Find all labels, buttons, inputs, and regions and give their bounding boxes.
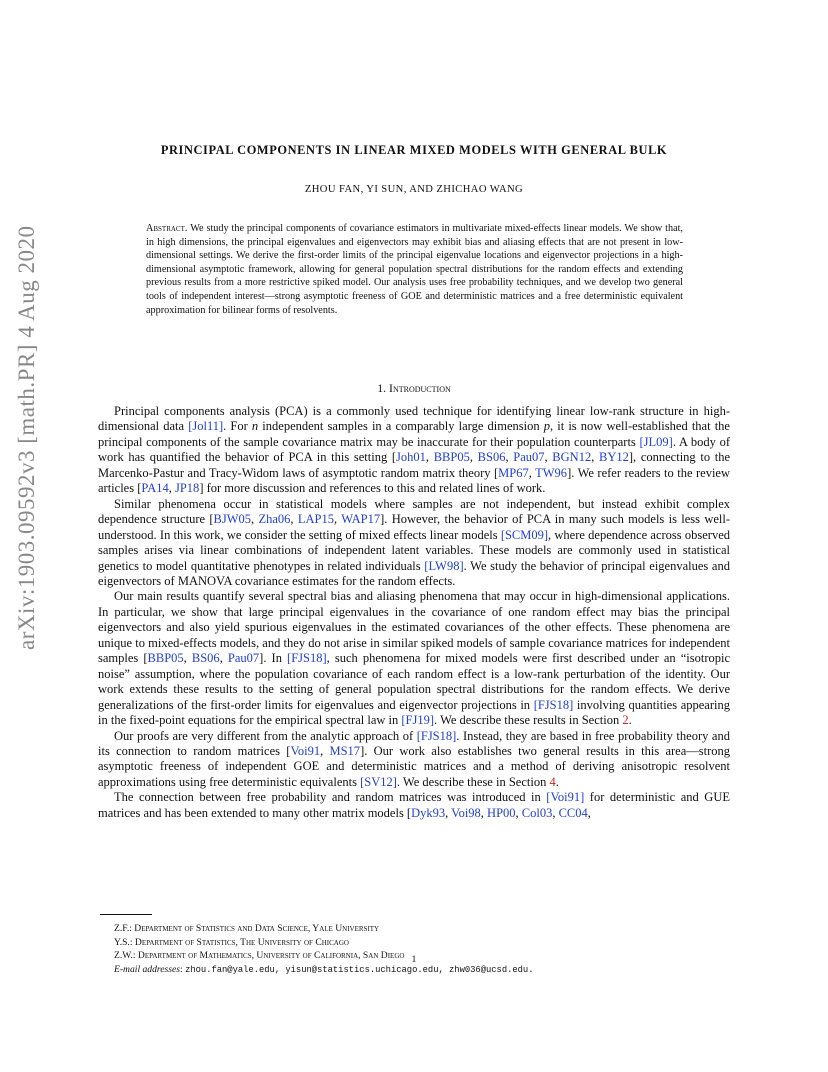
text-run: , where dependence across observed samples arises via linear combinations of independent latent variables. These models are commonly used in statistical genetics to model quantitative phenotypes in related individuals bbox=[98, 527, 730, 573]
footnote-affiliation-ys: Y.S.: Department of Statistics, The University of Chicago bbox=[114, 936, 349, 948]
text-run: ], connecting to the Marcenko-Pastur and Tracy-Widom laws of asymptotic random matrix theory [ bbox=[98, 450, 731, 480]
text-run: , bbox=[505, 450, 514, 465]
paragraph bbox=[98, 497, 730, 590]
introduction-body bbox=[98, 404, 730, 821]
citation-link[interactable]: [FJS18] bbox=[287, 651, 327, 666]
arxiv-identifier-stamp: arXiv:1903.09592v3 [math.PR] 4 Aug 2020 bbox=[14, 225, 39, 650]
citation-link[interactable]: [FJS18] bbox=[533, 697, 574, 712]
footnote-emails: E-mail addresses: zhou.fan@yale.edu, yisun@statistics.uchicago.edu, zhw036@ucsd.edu. bbox=[114, 963, 534, 975]
text-run: , bbox=[425, 450, 434, 465]
text-run: , bbox=[183, 651, 192, 666]
text-run: , bbox=[552, 805, 559, 820]
text-run: , it is now well-established that the principal components of the sample covariance matrix may be inaccurate for their population counterparts bbox=[98, 419, 730, 449]
text-run: , bbox=[445, 805, 452, 820]
section-reference-link[interactable]: 4 bbox=[549, 774, 556, 789]
text-run: . A body of work has quantified the behavior of PCA in this setting [ bbox=[98, 434, 731, 465]
citation-link[interactable]: Pau07 bbox=[513, 450, 545, 465]
text-run: , bbox=[544, 450, 553, 465]
text-run: ]. Our work also establishes two general results in this area—strong asymptotic freeness of independent GOE and deterministic matrices and a method of deriving anisotropic resolvent approximations using free deterministic equivalents bbox=[98, 743, 731, 789]
section-heading bbox=[100, 381, 728, 396]
citation-link[interactable]: BJW05 bbox=[213, 512, 252, 527]
citation-link[interactable]: LAP15 bbox=[297, 512, 334, 527]
text-run: , bbox=[469, 450, 478, 465]
math-variable: n bbox=[251, 419, 259, 434]
text-run: , bbox=[591, 450, 599, 465]
citation-link[interactable]: BY12 bbox=[599, 450, 629, 465]
text-run: ]. However, the behavior of PCA in many such models is less well-understood. In this work, we consider the setting of mixed effects linear models bbox=[98, 512, 731, 542]
citation-link[interactable]: WAP17 bbox=[341, 512, 381, 527]
citation-link[interactable]: PA14 bbox=[141, 481, 169, 496]
citation-link[interactable]: BGN12 bbox=[552, 450, 592, 465]
text-run: , bbox=[528, 465, 536, 480]
footnote-affiliation-zf: Z.F.: Department of Statistics and Data Science, Yale University bbox=[114, 923, 380, 934]
footnote-affiliation-zw: Z.W.: Department of Mathematics, University of California, San Diego bbox=[114, 950, 405, 961]
text-run: , such phenomena for mixed models were first described under an “isotropic noise” assumption, where the population covariance of each random effect is a low-rank perturbation of the identity. Our work extends these results to the setting of general population spectral distributions for the random effects. We derive generalizations of the first-order limits for eigenvalues and eigenvector projections in bbox=[98, 651, 731, 712]
citation-link[interactable]: JP18 bbox=[174, 481, 200, 496]
text-run: , bbox=[587, 805, 591, 820]
text-run: The connection between free probability and random matrices was introduced in bbox=[114, 790, 547, 805]
citation-link[interactable]: Col03 bbox=[521, 805, 553, 820]
citation-link[interactable]: MS17 bbox=[329, 743, 361, 758]
text-run: . We describe these in Section bbox=[396, 774, 550, 789]
citation-link[interactable]: MP67 bbox=[498, 465, 529, 480]
text-run: ]. In bbox=[259, 651, 288, 666]
text-run: . bbox=[628, 713, 632, 728]
text-run: , bbox=[320, 743, 330, 758]
citation-link[interactable]: [SV12] bbox=[360, 774, 397, 789]
footnotes bbox=[114, 922, 724, 977]
citation-link[interactable]: Voi91 bbox=[290, 743, 321, 758]
page-number: 1 bbox=[411, 954, 417, 965]
citation-link[interactable]: [LW98] bbox=[424, 558, 464, 573]
text-run: . For bbox=[223, 419, 252, 434]
text-run: . We describe these results in Section bbox=[434, 713, 623, 728]
citation-link[interactable]: Voi98 bbox=[451, 805, 481, 820]
section-number: 1. bbox=[377, 381, 387, 395]
text-run: , bbox=[168, 481, 175, 496]
paragraph bbox=[98, 589, 730, 728]
citation-link[interactable]: BBP05 bbox=[147, 651, 184, 666]
footnote-rule bbox=[100, 914, 152, 915]
text-run: independent samples in a comparably large dimension bbox=[258, 419, 544, 434]
paragraph bbox=[98, 404, 730, 497]
citation-link[interactable]: Dyk93 bbox=[411, 805, 446, 820]
text-run: , bbox=[515, 805, 522, 820]
citation-link[interactable]: [Jol11] bbox=[188, 419, 224, 434]
paragraph bbox=[98, 729, 730, 791]
citation-link[interactable]: [SCM09] bbox=[500, 527, 549, 542]
citation-link[interactable]: HP00 bbox=[487, 805, 516, 820]
email-addresses: zhou.fan@yale.edu, yisun@statistics.uchicago.edu, zhw036@ucsd.edu. bbox=[185, 964, 534, 975]
paragraph bbox=[98, 790, 730, 821]
text-run: Our main results quantify several spectral bias and aliasing phenomena that may occur in high-dimensional applications. In particular, we show that large principal eigenvalues in the covariance of one random effect may bias the principal eigenvectors and also yield spurious eigenvalues in the estimated covariances of the other effects. These phenomena are unique to mixed-effects models, and they do not arise in similar spiked models of sample covariance matrices for independent samples [ bbox=[98, 589, 730, 666]
text-run: , bbox=[290, 512, 298, 527]
text-run: . bbox=[555, 774, 559, 789]
citation-link[interactable]: Joh01 bbox=[396, 450, 426, 465]
citation-link[interactable]: Pau07 bbox=[227, 651, 260, 666]
text-run: for deterministic and GUE matrices and has been extended to many other matrix models [ bbox=[98, 790, 730, 820]
abstract bbox=[146, 222, 683, 317]
math-variable: p bbox=[543, 419, 550, 434]
section-reference-link[interactable]: 2 bbox=[622, 713, 629, 728]
email-label: E-mail addresses bbox=[114, 963, 180, 975]
citation-link[interactable]: CC04 bbox=[558, 805, 588, 820]
text-run: Principal components analysis (PCA) is a commonly used technique for identifying linear low-rank structure in high-dimensional data bbox=[98, 404, 730, 434]
paper-title: PRINCIPAL COMPONENTS IN LINEAR MIXED MODELS WITH GENERAL BULK bbox=[160, 143, 668, 157]
section-title: Introduction bbox=[389, 381, 451, 395]
citation-link[interactable]: TW96 bbox=[535, 465, 568, 480]
abstract-text: We study the principal components of covariance estimators in multivariate mixed-effects linear models. We show that, in high dimensions, the principal eigenvalues and eigenvectors may exhibit bias and aliasing effects that are not present in low-dimensional settings. We derive the first-order limits of the principal eigenvalue locations and eigenvector projections in a high-dimensional asymptotic framework, allowing for general population spectral distributions for the random effects and extending previous results from a more restrictive spiked model. Our analysis uses free probability techniques, and we develop two general tools of independent interest—strong asymptotic freeness of GOE and deterministic matrices and a free deterministic equivalent approximation for bilinear forms of resolvents. bbox=[146, 223, 683, 316]
text-run: ] for more discussion and references to this and related lines of work. bbox=[199, 481, 546, 496]
author-list: ZHOU FAN, YI SUN, AND ZHICHAO WANG bbox=[304, 184, 524, 195]
text-run: Similar phenomena occur in statistical models where samples are not independent, but instead exhibit complex dependence structure [ bbox=[98, 496, 730, 527]
text-run: . We study the behavior of principal eigenvalues and eigenvectors of MANOVA covariance estimates for the random effects. bbox=[98, 558, 730, 588]
citation-link[interactable]: BS06 bbox=[477, 450, 506, 465]
text-run: . Instead, they are based in free probability theory and its connection to random matrices [ bbox=[98, 728, 730, 758]
text-run: , bbox=[334, 512, 342, 527]
citation-link[interactable]: Zha06 bbox=[258, 512, 291, 527]
text-run: ]. We refer readers to the review articles [ bbox=[98, 465, 731, 496]
text-run: , bbox=[219, 651, 228, 666]
citation-link[interactable]: [FJS18] bbox=[416, 728, 457, 743]
text-run: Our proofs are very different from the analytic approach of bbox=[114, 728, 417, 743]
abstract-label: Abstract. bbox=[146, 223, 188, 234]
citation-link[interactable]: [Voi91] bbox=[546, 790, 585, 805]
text-run: , bbox=[480, 805, 488, 820]
citation-link[interactable]: [FJ19] bbox=[401, 713, 435, 728]
citation-link[interactable]: BS06 bbox=[191, 651, 220, 666]
citation-link[interactable]: [JL09] bbox=[639, 434, 673, 449]
text-run: involving quantities appearing in the fixed-point equations for the empirical spectral law in bbox=[98, 697, 730, 728]
citation-link[interactable]: BBP05 bbox=[433, 450, 470, 465]
text-run: , bbox=[251, 512, 259, 527]
